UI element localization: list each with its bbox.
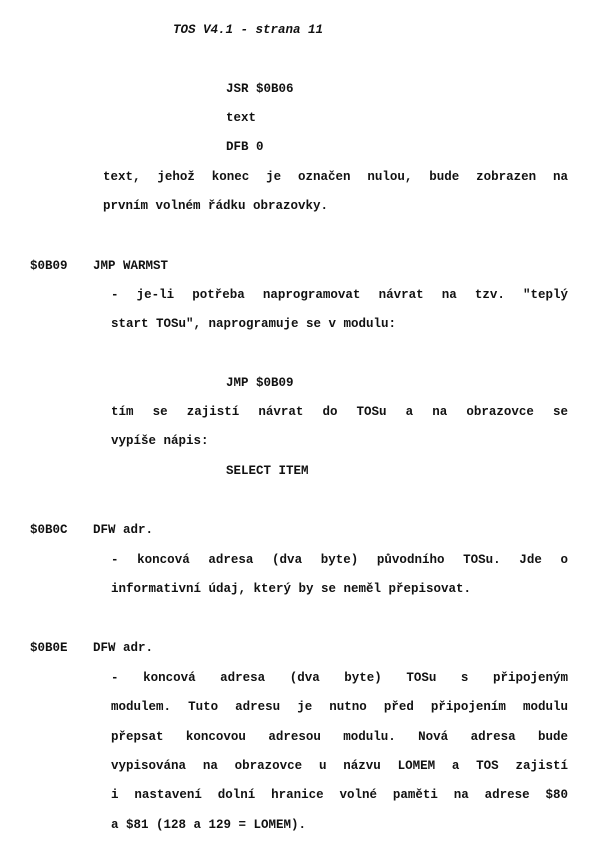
- entry-instruction: DFW adr.: [93, 641, 154, 655]
- entry-address: $0B0E: [30, 641, 68, 655]
- paragraph-line: prvním volném řádku obrazovky.: [103, 199, 329, 213]
- paragraph-line: tím se zajistí návrat do TOSu a na obrazovce se: [111, 405, 568, 419]
- paragraph-line: a $81 (128 a 129 = LOMEM).: [111, 818, 307, 832]
- code-line: SELECT ITEM: [226, 464, 309, 478]
- paragraph-line: - koncová adresa (dva byte) původního TOSu. Jde o: [111, 553, 568, 567]
- paragraph-line: text, jehož konec je označen nulou, bude zobrazen na: [103, 170, 568, 184]
- paragraph-line: vypisována na obrazovce u názvu LOMEM a TOS zajistí: [111, 759, 568, 773]
- code-line: text: [226, 111, 257, 125]
- paragraph-line: modulem. Tuto adresu je nutno před připojením modulu: [111, 700, 568, 714]
- paragraph-line: přepsat koncovou adresou modulu. Nová adresa bude: [111, 730, 568, 744]
- paragraph-line: start TOSu", naprogramuje se v modulu:: [111, 317, 397, 331]
- code-line: JMP $0B09: [226, 376, 294, 390]
- entry-instruction: DFW adr.: [93, 523, 154, 537]
- paragraph-line: vypíše nápis:: [111, 434, 209, 448]
- entry-address: $0B09: [30, 259, 68, 273]
- code-line: JSR $0B06: [226, 82, 294, 96]
- paragraph-line: - je-li potřeba naprogramovat návrat na tzv. "teplý: [111, 288, 568, 302]
- entry-address: $0B0C: [30, 523, 68, 537]
- paragraph-line: i nastavení dolní hranice volné paměti na adrese $80: [111, 788, 568, 802]
- code-line: DFB 0: [226, 140, 264, 154]
- paragraph-line: - koncová adresa (dva byte) TOSu s připojeným: [111, 671, 568, 685]
- page-header: TOS V4.1 - strana 11: [173, 23, 324, 37]
- entry-instruction: JMP WARMST: [93, 259, 169, 273]
- paragraph-line: informativní údaj, který by se neměl přepisovat.: [111, 582, 472, 596]
